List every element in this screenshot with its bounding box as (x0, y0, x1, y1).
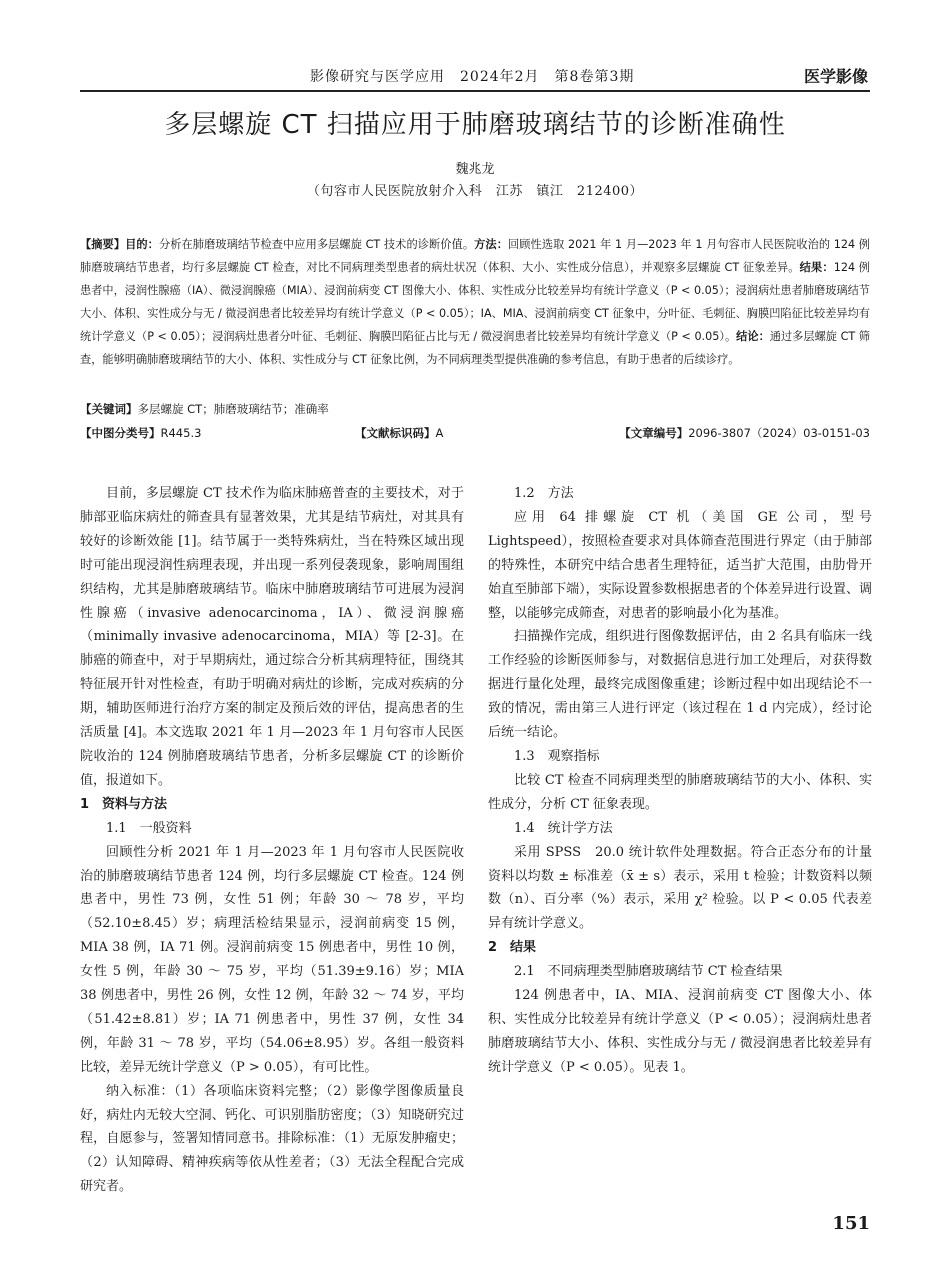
abstract-result: 124 例患者中，浸润性腺癌（IA）、微浸润腺癌（MIA）、浸润前病变 CT 图像大小、体积、实性成分比较差异均有统计学意义（P < 0.05）；浸润病灶患者肺磨玻璃结节大小、体积、实性成分与无 / 微浸润患者比较差异均有统计学意义（P < 0.05）；IA、MIA、浸润前病变 CT 征象中，分叶征、毛刺征、胸膜凹陷征比较差异均有统计学意义（P < 0.05）；浸润病灶患者分叶征、毛刺征、胸膜凹陷征占比与无 / 微浸润患者比较差异均有统计学意义（P < 0.05）。 (80, 261, 870, 343)
subsection-heading: 2.1 不同病理类型肺磨玻璃结节 CT 检查结果 (514, 964, 783, 980)
keywords-label: 【关键词】 (80, 402, 138, 416)
author: 魏兆龙 (455, 162, 495, 177)
article-meta (80, 425, 870, 445)
subsection-heading: 1.3 观察指标 (514, 748, 600, 764)
subsection-heading: 1.4 统计学方法 (514, 820, 613, 836)
statistics-paragraph: 采用 SPSS 20.0 统计软件处理数据。符合正态分布的计量资料以均数 ± 标准差（x̄ ± s）表示，采用 t 检验；计数资料以频数（n）、百分率（%）表示，采用 χ² 检验。以 P < 0.05 代表差异有统计学意义。 (488, 844, 872, 932)
abstract-method: 回顾性选取 2021 年 1 月—2023 年 1 月句容市人民医院收治的 124 例肺磨玻璃结节患者，均行多层螺旋 CT 检查，对比不同病理类型患者的病灶状况（体积、大小、实性成分信息），并观察多层螺旋 CT 征象差异。 (80, 238, 870, 274)
method-paragraph: 应用 64 排螺旋 CT 机（美国 GE 公司，型号 Lightspeed），按照检查要求对具体筛查范围进行界定（由于肺部的特殊性，本研究中结合患者生理特征，适当扩大范围，由肋骨开始直至肺部下端），实际设置参数根据患者的个体差异进行设置、调整，以能够完成筛查，对患者的影响最小化为基准。 (488, 509, 872, 621)
keywords-text: 多层螺旋 CT；肺磨玻璃结节；准确率 (137, 402, 329, 416)
journal-info: 影像研究与医学应用 2024年2月 第8卷第3期 (310, 69, 635, 85)
document-code: 【文献标识码】A (355, 426, 444, 440)
running-header (80, 64, 870, 92)
objective-label: 目的： (125, 238, 159, 251)
section-heading: 1 资料与方法 (80, 796, 168, 812)
section-label: 医学影像 (803, 67, 868, 86)
results-paragraph: 124 例患者中，IA、MIA、浸润前病变 CT 图像大小、体积、实性成分比较差异有统计学意义（P < 0.05）；浸润病灶患者肺磨玻璃结节大小、体积、实性成分与无 / 微浸润患者比较差异有统计学意义（P < 0.05）。见表 1。 (488, 988, 872, 1075)
observation-paragraph: 比较 CT 检查不同病理类型的肺磨玻璃结节的大小、体积、实性成分，分析 CT 征象表现。 (488, 772, 872, 812)
method-label: 方法： (474, 238, 508, 251)
section-heading: 2 结果 (488, 940, 537, 956)
abstract (80, 233, 870, 371)
conclusion-label: 结论： (736, 330, 770, 343)
subsection-heading: 1.2 方法 (514, 486, 574, 501)
body-column-right (488, 482, 872, 1080)
inclusion-paragraph: 纳入标准：（1）各项临床资料完整；（2）影像学图像质量良好，病灶内无较大空洞、钙化、可识别脂肪密度；（3）知晓研究过程，自愿参与，签署知情同意书。排除标准：（1）无原发肿瘤史；（2）认知障碍、精神疾病等依从性差者；（3）无法全程配合完成研究者。 (80, 1083, 464, 1195)
keywords (80, 401, 870, 417)
abstract-label: 【摘要】 (80, 238, 126, 251)
abstract-objective: 分析在肺磨玻璃结节检查中应用多层螺旋 CT 技术的诊断价值。 (158, 238, 475, 251)
article-title: 多层螺旋 CT 扫描应用于肺磨玻璃结节的诊断准确性 (164, 110, 786, 140)
page-number: 151 (832, 1213, 870, 1234)
result-label: 结果： (799, 261, 834, 274)
method-paragraph: 扫描操作完成，组织进行图像数据评估，由 2 名具有临床一线工作经验的诊断医师参与，对数据信息进行加工处理后，对获得数据进行量化处理，最终完成图像重建；诊断过程中如出现结论不一致的情况，需由第三人进行评定（该过程在 1 d 内完成），经讨论后统一结论。 (488, 629, 872, 741)
article-number: 【文章编号】2096-3807（2024）03-0151-03 (619, 426, 870, 440)
general-data-paragraph: 回顾性分析 2021 年 1 月—2023 年 1 月句容市人民医院收治的肺磨玻璃结节患者 124 例，均行多层螺旋 CT 检查。124 例患者中，男性 73 例，女性 51 例；年龄 30 ～ 78 岁，平均（52.10±8.45）岁；病理活检结果显示，浸润前病变 15 例，MIA 38 例，IA 71 例。浸润前病变 15 例患者中，男性 10 例，女性 5 例，年龄 30 ～ 75 岁，平均（51.39±9.16）岁；MIA 38 例患者中，男性 26 例，女性 12 例，年龄 32 ～ 74 岁，平均（51.42±8.81）岁；IA 71 例患者中，男性 37 例，女性 34 例，年龄 31 ～ 78 岁，平均（54.06±8.95）岁。各组一般资料比较，差异无统计学意义（P > 0.05），有可比性。 (80, 844, 464, 1075)
intro-paragraph: 目前，多层螺旋 CT 技术作为临床肺癌普查的主要技术，对于肺部亚临床病灶的筛查具有显著效果，尤其是结节病灶，对其具有较好的诊断效能 [1]。结节属于一类特殊病灶，当在特殊区域出现时可能出现浸润性病理表现，并出现一系列侵袭现象，影响周围组织结构，尤其是肺磨玻璃结节。临床中肺磨玻璃结节可进展为浸润性腺癌（invasive adenocarcinoma，IA）、微浸润腺癌（minimally invasive adenocarcinoma，MIA）等 [2-3]。在肺癌的筛查中，对于早期病灶，通过综合分析其病理特征，围绕其特征展开针对性检查，有助于明确对病灶的诊断，完成对疾病的分期，辅助医师进行治疗方案的制定及预后效的评估，提高患者的生活质量 [4]。本文选取 2021 年 1 月—2023 年 1 月句容市人民医院收治的 124 例肺磨玻璃结节患者，分析多层螺旋 CT 的诊断价值，报道如下。 (80, 486, 464, 788)
affiliation: （句容市人民医院放射介入科 江苏 镇江 212400） (306, 184, 644, 199)
subsection-heading: 1.1 一般资料 (106, 820, 192, 836)
body-column-left (80, 482, 464, 1199)
abstract-conclusion: 通过多层螺旋 CT 筛查，能够明确肺磨玻璃结节的大小、体积、实性成分与 CT 征象比例，为不同病理类型提供准确的参考信息，有助于患者的后续诊疗。 (80, 330, 870, 366)
clc-number: 【中图分类号】R445.3 (80, 426, 202, 440)
